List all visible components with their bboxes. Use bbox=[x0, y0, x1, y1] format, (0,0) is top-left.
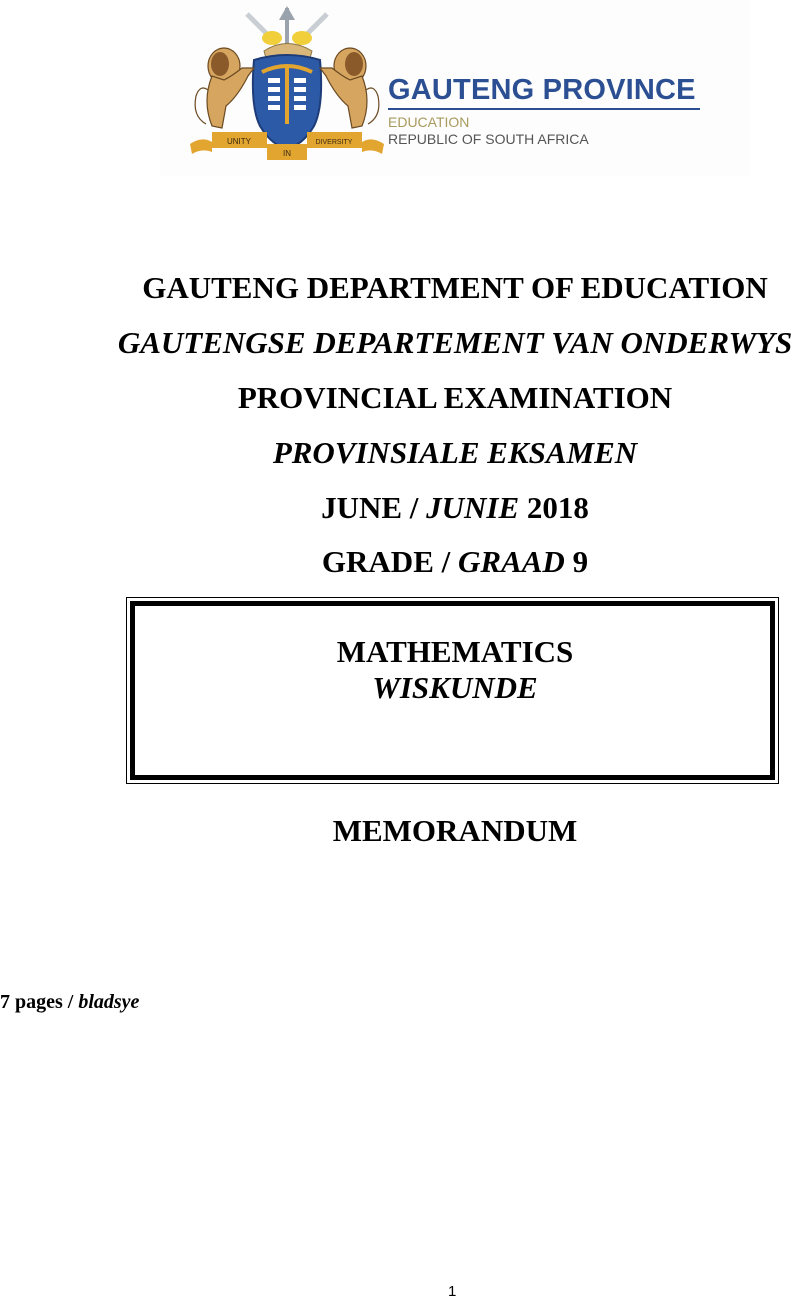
logo-subtitle-education: EDUCATION bbox=[388, 114, 470, 130]
department-title-af: GAUTENGSE DEPARTEMENT VAN ONDERWYS bbox=[117, 325, 793, 360]
motto-unity: UNITY bbox=[227, 137, 251, 146]
session-en: JUNE / bbox=[321, 490, 427, 525]
page-number: 1 bbox=[448, 1283, 457, 1300]
exam-title-en: PROVINCIAL EXAMINATION bbox=[237, 380, 673, 415]
exam-title-af: PROVINSIALE EKSAMEN bbox=[272, 435, 638, 470]
document-type: MEMORANDUM bbox=[332, 813, 578, 848]
session-af: JUNIE bbox=[426, 490, 520, 525]
coat-of-arms-icon bbox=[182, 6, 392, 171]
page-count-en: 7 pages / bbox=[0, 991, 79, 1013]
session-year: 2018 bbox=[519, 490, 589, 525]
logo-underline bbox=[388, 108, 700, 110]
logo-subtitle-country: REPUBLIC OF SOUTH AFRICA bbox=[388, 131, 589, 147]
grade-en: GRADE / bbox=[321, 544, 458, 579]
grade-af: GRAAD bbox=[458, 544, 565, 579]
grade-line bbox=[0, 544, 800, 580]
page-count bbox=[0, 990, 139, 1014]
motto-in: IN bbox=[283, 149, 291, 158]
motto-diversity: DIVERSITY bbox=[315, 139, 353, 146]
grade-number: 9 bbox=[564, 544, 589, 579]
department-title-en: GAUTENG DEPARTMENT OF EDUCATION bbox=[142, 270, 768, 305]
page-count-af: bladsye bbox=[78, 991, 140, 1013]
subject-en: MATHEMATICS bbox=[336, 634, 574, 669]
subject-af: WISKUNDE bbox=[372, 670, 538, 705]
exam-session bbox=[0, 490, 800, 526]
logo-text-block bbox=[388, 74, 700, 148]
gauteng-province-logo bbox=[160, 0, 750, 176]
logo-title: GAUTENG PROVINCE bbox=[388, 74, 696, 106]
